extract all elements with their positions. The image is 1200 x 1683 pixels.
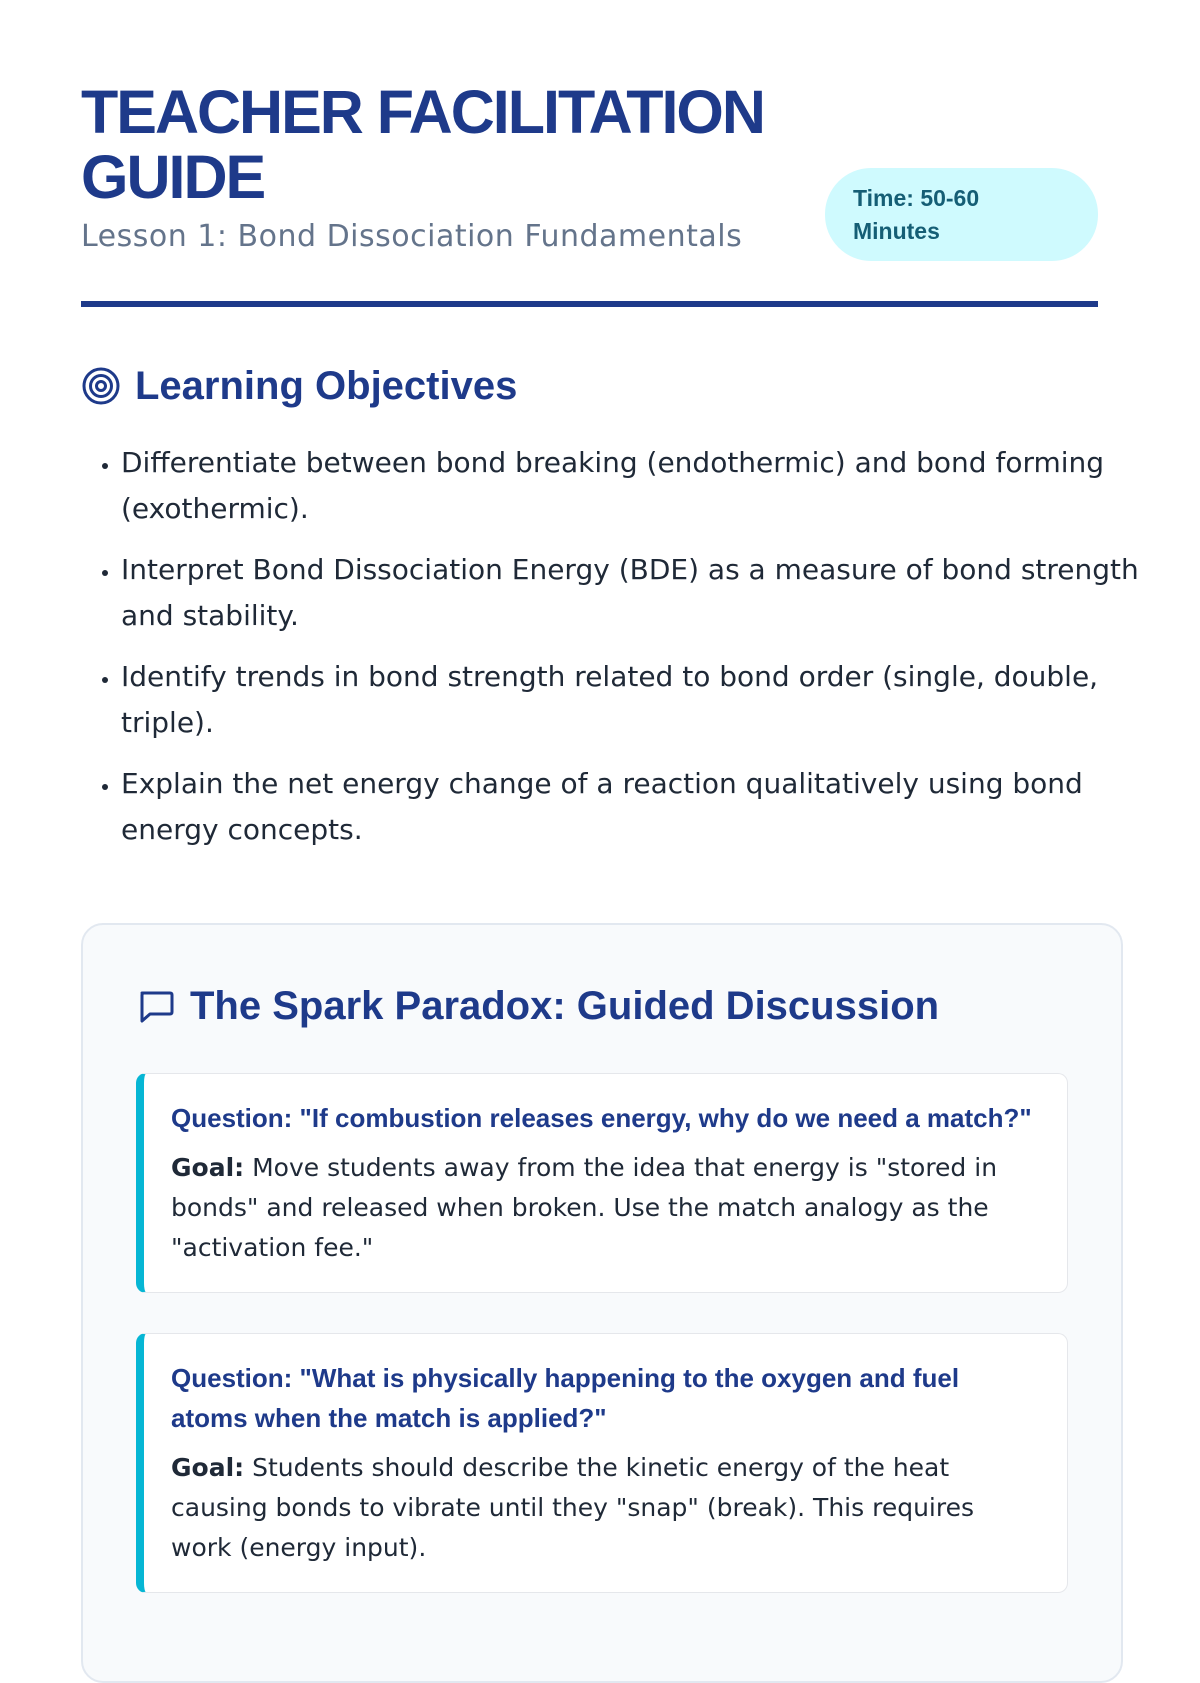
question-text: Question: "If combustion releases energy, why do we need a match?" bbox=[171, 1103, 1032, 1133]
time-badge: Time: 50-60 Minutes bbox=[825, 168, 1098, 261]
list-item: • Identify trends in bond strength related to bond order (single, double, triple). bbox=[121, 654, 1161, 746]
target-icon bbox=[81, 366, 121, 406]
question-card bbox=[136, 1333, 1068, 1593]
list-item: • Explain the net energy change of a reaction qualitatively using bond energy concepts. bbox=[121, 761, 1161, 853]
question-goal bbox=[171, 1148, 1037, 1268]
chat-bubble-icon bbox=[136, 986, 176, 1026]
question-goal bbox=[171, 1448, 1037, 1568]
page-title: TEACHER FACILITATION GUIDE bbox=[81, 78, 764, 211]
page-header bbox=[81, 0, 1098, 308]
lesson-subtitle: Lesson 1: Bond Dissociation Fundamentals bbox=[81, 219, 743, 254]
learning-objectives-heading bbox=[81, 362, 517, 410]
list-item: • Differentiate between bond breaking (endothermic) and bond forming (exothermic). bbox=[121, 440, 1161, 532]
discussion-title: The Spark Paradox: Guided Discussion bbox=[190, 984, 940, 1028]
question-card bbox=[136, 1073, 1068, 1293]
discussion-card bbox=[81, 923, 1123, 1683]
header-divider bbox=[81, 301, 1098, 307]
list-item: • Interpret Bond Dissociation Energy (BDE) as a measure of bond strength and stability. bbox=[121, 547, 1161, 639]
discussion-heading bbox=[136, 982, 1068, 1030]
goal-text: Move students away from the idea that energy is "stored in bonds" and released when broken. Use the match analogy as the "activation fee." bbox=[171, 1153, 998, 1262]
goal-label: Goal: bbox=[171, 1453, 245, 1482]
question-text: Question: "What is physically happening to the oxygen and fuel atoms when the match is applied?" bbox=[171, 1363, 960, 1433]
learning-objectives-title: Learning Objectives bbox=[135, 364, 518, 408]
objectives-list bbox=[81, 440, 1161, 868]
goal-label: Goal: bbox=[171, 1153, 245, 1182]
goal-text: Students should describe the kinetic energy of the heat causing bonds to vibrate until they "snap" (break). This requires work (energy input). bbox=[171, 1453, 974, 1562]
